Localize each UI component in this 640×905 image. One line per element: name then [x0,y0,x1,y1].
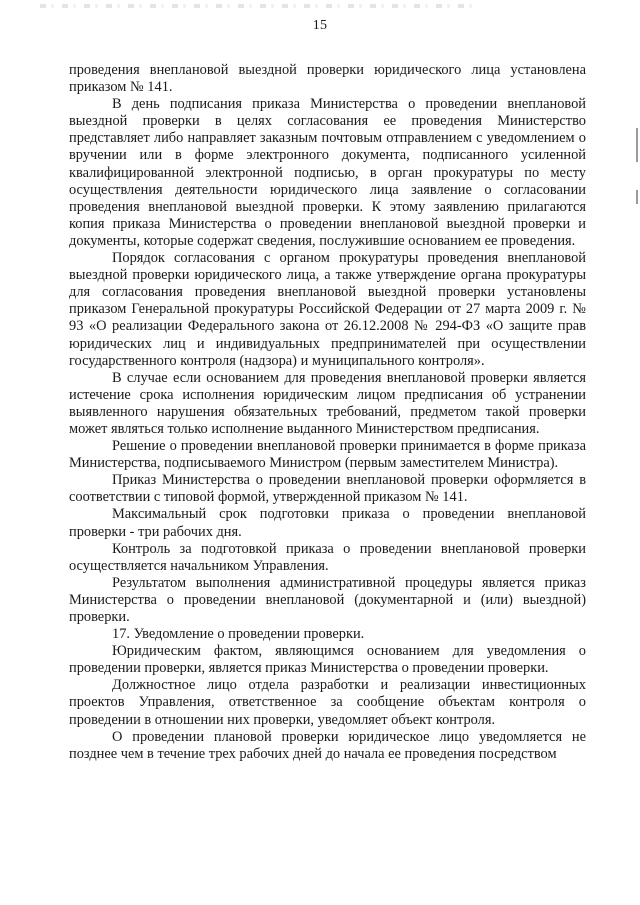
paragraph-result: Результатом выполнения административной процедуры является приказ Министерства о проведении внеплановой (документарной и (или) выездной) проверки. [69,574,586,625]
paragraph-continuation: проведения внеплановой выездной проверки юридического лица установлена приказом № 141. [69,62,586,96]
scan-edge-mark [636,128,638,162]
paragraph-order-compliance: В случае если основанием для проведения внеплановой проверки является истечение срока исполнения юридическим лицом предписания об устранении выявленного нарушения обязательных требований, предметом такой проверки может являться только исполнение выданного Министерством предписания. [69,369,586,437]
paragraph-responsible-official: Должностное лицо отдела разработки и реализации инвестиционных проектов Управления, ответственное за сообщение объектам контроля о проведении в отношении них проверки, уведомляет объект контроля. [69,677,586,728]
scan-artifact-top [40,4,480,8]
paragraph-approval-procedure: Порядок согласования с органом прокуратуры проведения внеплановой выездной проверки юридического лица, а также утверждение органа прокуратуры для согласования проведения внеплановой выездной проверки установлены приказом Генеральной прокуратуры Российской Федерации от 27 марта 2009 г. № 93 «О реализации Федерального закона от 26.12.2008 № 294-ФЗ «О защите прав юридических лиц и индивидуальных предпринимателей при осуществлении государственного контроля (надзора) и муниципального контроля». [69,250,586,369]
page-number: 15 [312,18,328,33]
paragraph-planned-inspection-notice: О проведении плановой проверки юридическое лицо уведомляется не позднее чем в течение трех рабочих дней до начала ее проведения посредством [69,728,586,762]
paragraph-order-template: Приказ Министерства о проведении внеплановой проверки оформляется в соответствии с типовой формой, утвержденной приказом № 141. [69,472,586,506]
paragraph-decision-form: Решение о проведении внеплановой проверки принимается в форме приказа Министерства, подписываемого Министром (первым заместителем Министра). [69,438,586,472]
scan-edge-mark [636,190,638,204]
paragraph-prosecutor-notification: В день подписания приказа Министерства о проведении внеплановой выездной проверки в целях согласования ее проведения Министерство представляет либо направляет заказным почтовым отправлением с уведомлением о вручении или в форме электронного документа, подписанного усиленной квалифицированной электронной подписью, в орган прокуратуры по месту осуществления деятельности юридического лица заявление о согласовании проведения внеплановой выездной проверки. К этому заявлению прилагаются копия приказа Министерства о проведении внеплановой выездной проверки и документы, которые содержат сведения, послужившие основанием ее проведения. [69,96,586,249]
paragraph-legal-fact: Юридическим фактом, являющимся основанием для уведомления о проведении проверки, является приказ Министерства о проведении проверки. [69,643,586,677]
paragraph-control: Контроль за подготовкой приказа о проведении внеплановой проверки осуществляется начальником Управления. [69,540,586,574]
section-heading-17: 17. Уведомление о проведении проверки. [112,626,365,643]
document-body [69,62,586,763]
paragraph-max-term: Максимальный срок подготовки приказа о проведении внеплановой проверки - три рабочих дня. [69,506,586,540]
